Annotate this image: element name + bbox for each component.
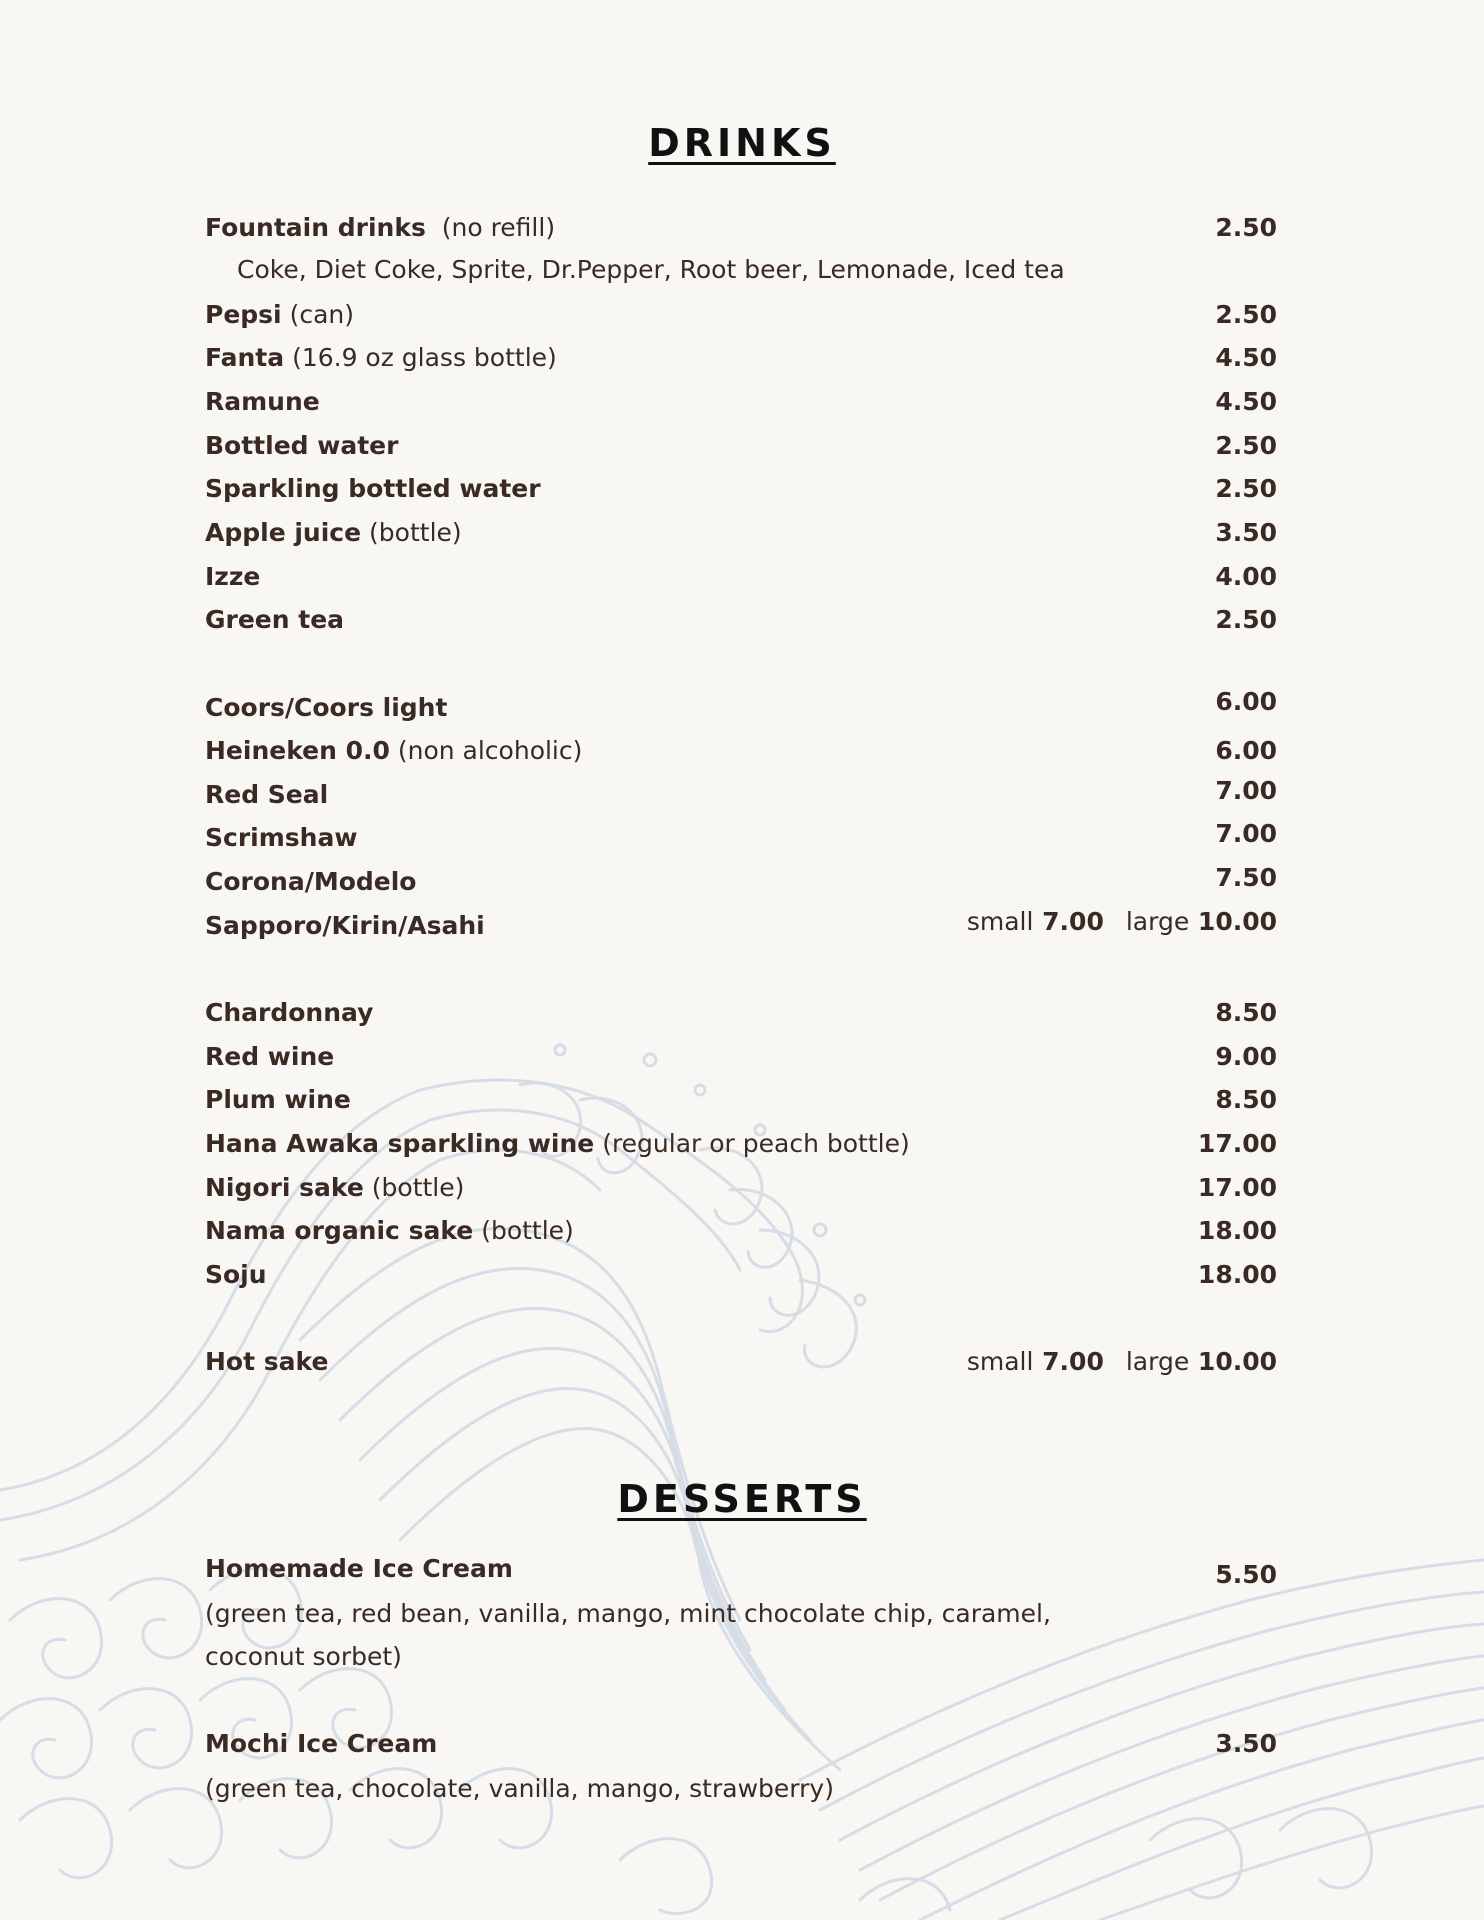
item-price: 4.50: [1215, 387, 1277, 416]
item-price: 2.50: [1215, 474, 1277, 503]
item-description: (green tea, chocolate, vanilla, mango, strawberry): [205, 1774, 834, 1803]
item-note: (16.9 oz glass bottle): [292, 343, 557, 372]
menu-item: [205, 862, 1277, 902]
small-price: 7.00: [1042, 1347, 1104, 1376]
item-price: 7.00: [1215, 776, 1277, 805]
item-note: (can): [289, 300, 354, 329]
item-note: (bottle): [371, 1173, 465, 1202]
item-note: (non alcoholic): [397, 736, 583, 765]
item-price: 18.00: [1197, 1260, 1277, 1289]
item-price: 7.00: [1215, 819, 1277, 848]
item-name: Nigori sake: [205, 1173, 364, 1202]
menu-item: [205, 1168, 1277, 1208]
item-price: 5.50: [1215, 1560, 1277, 1589]
item-price: 4.00: [1215, 562, 1277, 591]
menu-item: [205, 557, 1277, 597]
item-note: (bottle): [369, 518, 462, 547]
item-name: Fountain drinks: [205, 213, 426, 242]
item-name: Sapporo/Kirin/Asahi: [205, 911, 485, 940]
item-name: Corona/Modelo: [205, 867, 417, 896]
item-description: (green tea, red bean, vanilla, mango, mint chocolate chip, caramel, coconut sorbet): [205, 1599, 1051, 1671]
item-name: Ramune: [205, 387, 320, 416]
menu-item: [205, 1037, 1277, 1077]
item-name: Izze: [205, 562, 261, 591]
item-name: Plum wine: [205, 1085, 351, 1114]
large-price: 10.00: [1197, 907, 1277, 936]
large-price: 10.00: [1197, 1347, 1277, 1376]
item-price: 6.00: [1215, 736, 1277, 765]
menu-item-fountain-drinks: [205, 208, 1277, 248]
drinks-title: DRINKS: [648, 121, 836, 165]
item-name: Hot sake: [205, 1347, 329, 1376]
item-name: Heineken 0.0: [205, 736, 390, 765]
item-name: Green tea: [205, 605, 345, 634]
item-name: Coors/Coors light: [205, 693, 448, 722]
small-price: 7.00: [1042, 907, 1104, 936]
small-label: small: [966, 907, 1034, 936]
item-note: (regular or peach bottle): [602, 1129, 910, 1158]
item-name: Chardonnay: [205, 998, 374, 1027]
menu-item: [205, 775, 1277, 815]
item-name: Red Seal: [205, 780, 329, 809]
item-price: 2.50: [1215, 605, 1277, 634]
item-price: 8.50: [1215, 998, 1277, 1027]
item-name: Sparkling bottled water: [205, 474, 541, 503]
menu-item: [205, 600, 1277, 640]
menu-item-mochi-ice-cream: [205, 1724, 1277, 1764]
size-prices: [967, 902, 1277, 942]
menu-item: [205, 1124, 1277, 1164]
item-note: (no refill): [441, 213, 556, 242]
menu-item: [205, 338, 1277, 378]
item-name: Apple juice: [205, 518, 362, 547]
item-name: Red wine: [205, 1042, 335, 1071]
item-name: Homemade Ice Cream: [205, 1554, 513, 1583]
item-name: Pepsi: [205, 300, 282, 329]
item-price: 8.50: [1215, 1085, 1277, 1114]
large-label: large: [1125, 1347, 1190, 1376]
menu-item: [205, 469, 1277, 509]
fountain-flavors: Coke, Diet Coke, Sprite, Dr.Pepper, Root beer, Lemonade, Iced tea: [237, 255, 1065, 284]
item-name: Scrimshaw: [205, 823, 358, 852]
item-price: 3.50: [1215, 1729, 1277, 1758]
item-price: 17.00: [1197, 1173, 1277, 1202]
menu-item: [205, 426, 1277, 466]
item-name: Bottled water: [205, 431, 399, 460]
menu-item: [205, 513, 1277, 553]
menu-item: [205, 1255, 1277, 1295]
item-price: 9.00: [1215, 1042, 1277, 1071]
menu-item: [205, 993, 1277, 1033]
menu-item: [205, 1211, 1277, 1251]
menu-item: [205, 688, 1277, 728]
item-price: 17.00: [1197, 1129, 1277, 1158]
item-name: Hana Awaka sparkling wine: [205, 1129, 595, 1158]
item-price: 3.50: [1215, 518, 1277, 547]
item-name: Nama organic sake: [205, 1216, 474, 1245]
desserts-title: DESSERTS: [617, 1477, 867, 1521]
item-name: Soju: [205, 1260, 267, 1289]
menu-item: [205, 1080, 1277, 1120]
item-price: 2.50: [1215, 300, 1277, 329]
item-price: 6.00: [1215, 687, 1277, 716]
item-name: Mochi Ice Cream: [205, 1729, 438, 1758]
menu-item: [205, 295, 1277, 335]
menu-item: [205, 731, 1277, 771]
item-note: (bottle): [481, 1216, 574, 1245]
item-price: 2.50: [1215, 431, 1277, 460]
item-price: 4.50: [1215, 343, 1277, 372]
large-label: large: [1125, 907, 1190, 936]
item-price: 2.50: [1215, 213, 1277, 242]
menu-item: [205, 382, 1277, 422]
item-price: 7.50: [1215, 863, 1277, 892]
menu-item-hot-sake: [205, 1342, 1277, 1382]
size-prices: [967, 1342, 1277, 1382]
item-name: Fanta: [205, 343, 285, 372]
menu-item-homemade-ice-cream: [205, 1549, 1277, 1589]
menu-item: [205, 818, 1277, 858]
item-price: 18.00: [1197, 1216, 1277, 1245]
small-label: small: [966, 1347, 1034, 1376]
menu-item-sapporo: [205, 906, 1277, 946]
